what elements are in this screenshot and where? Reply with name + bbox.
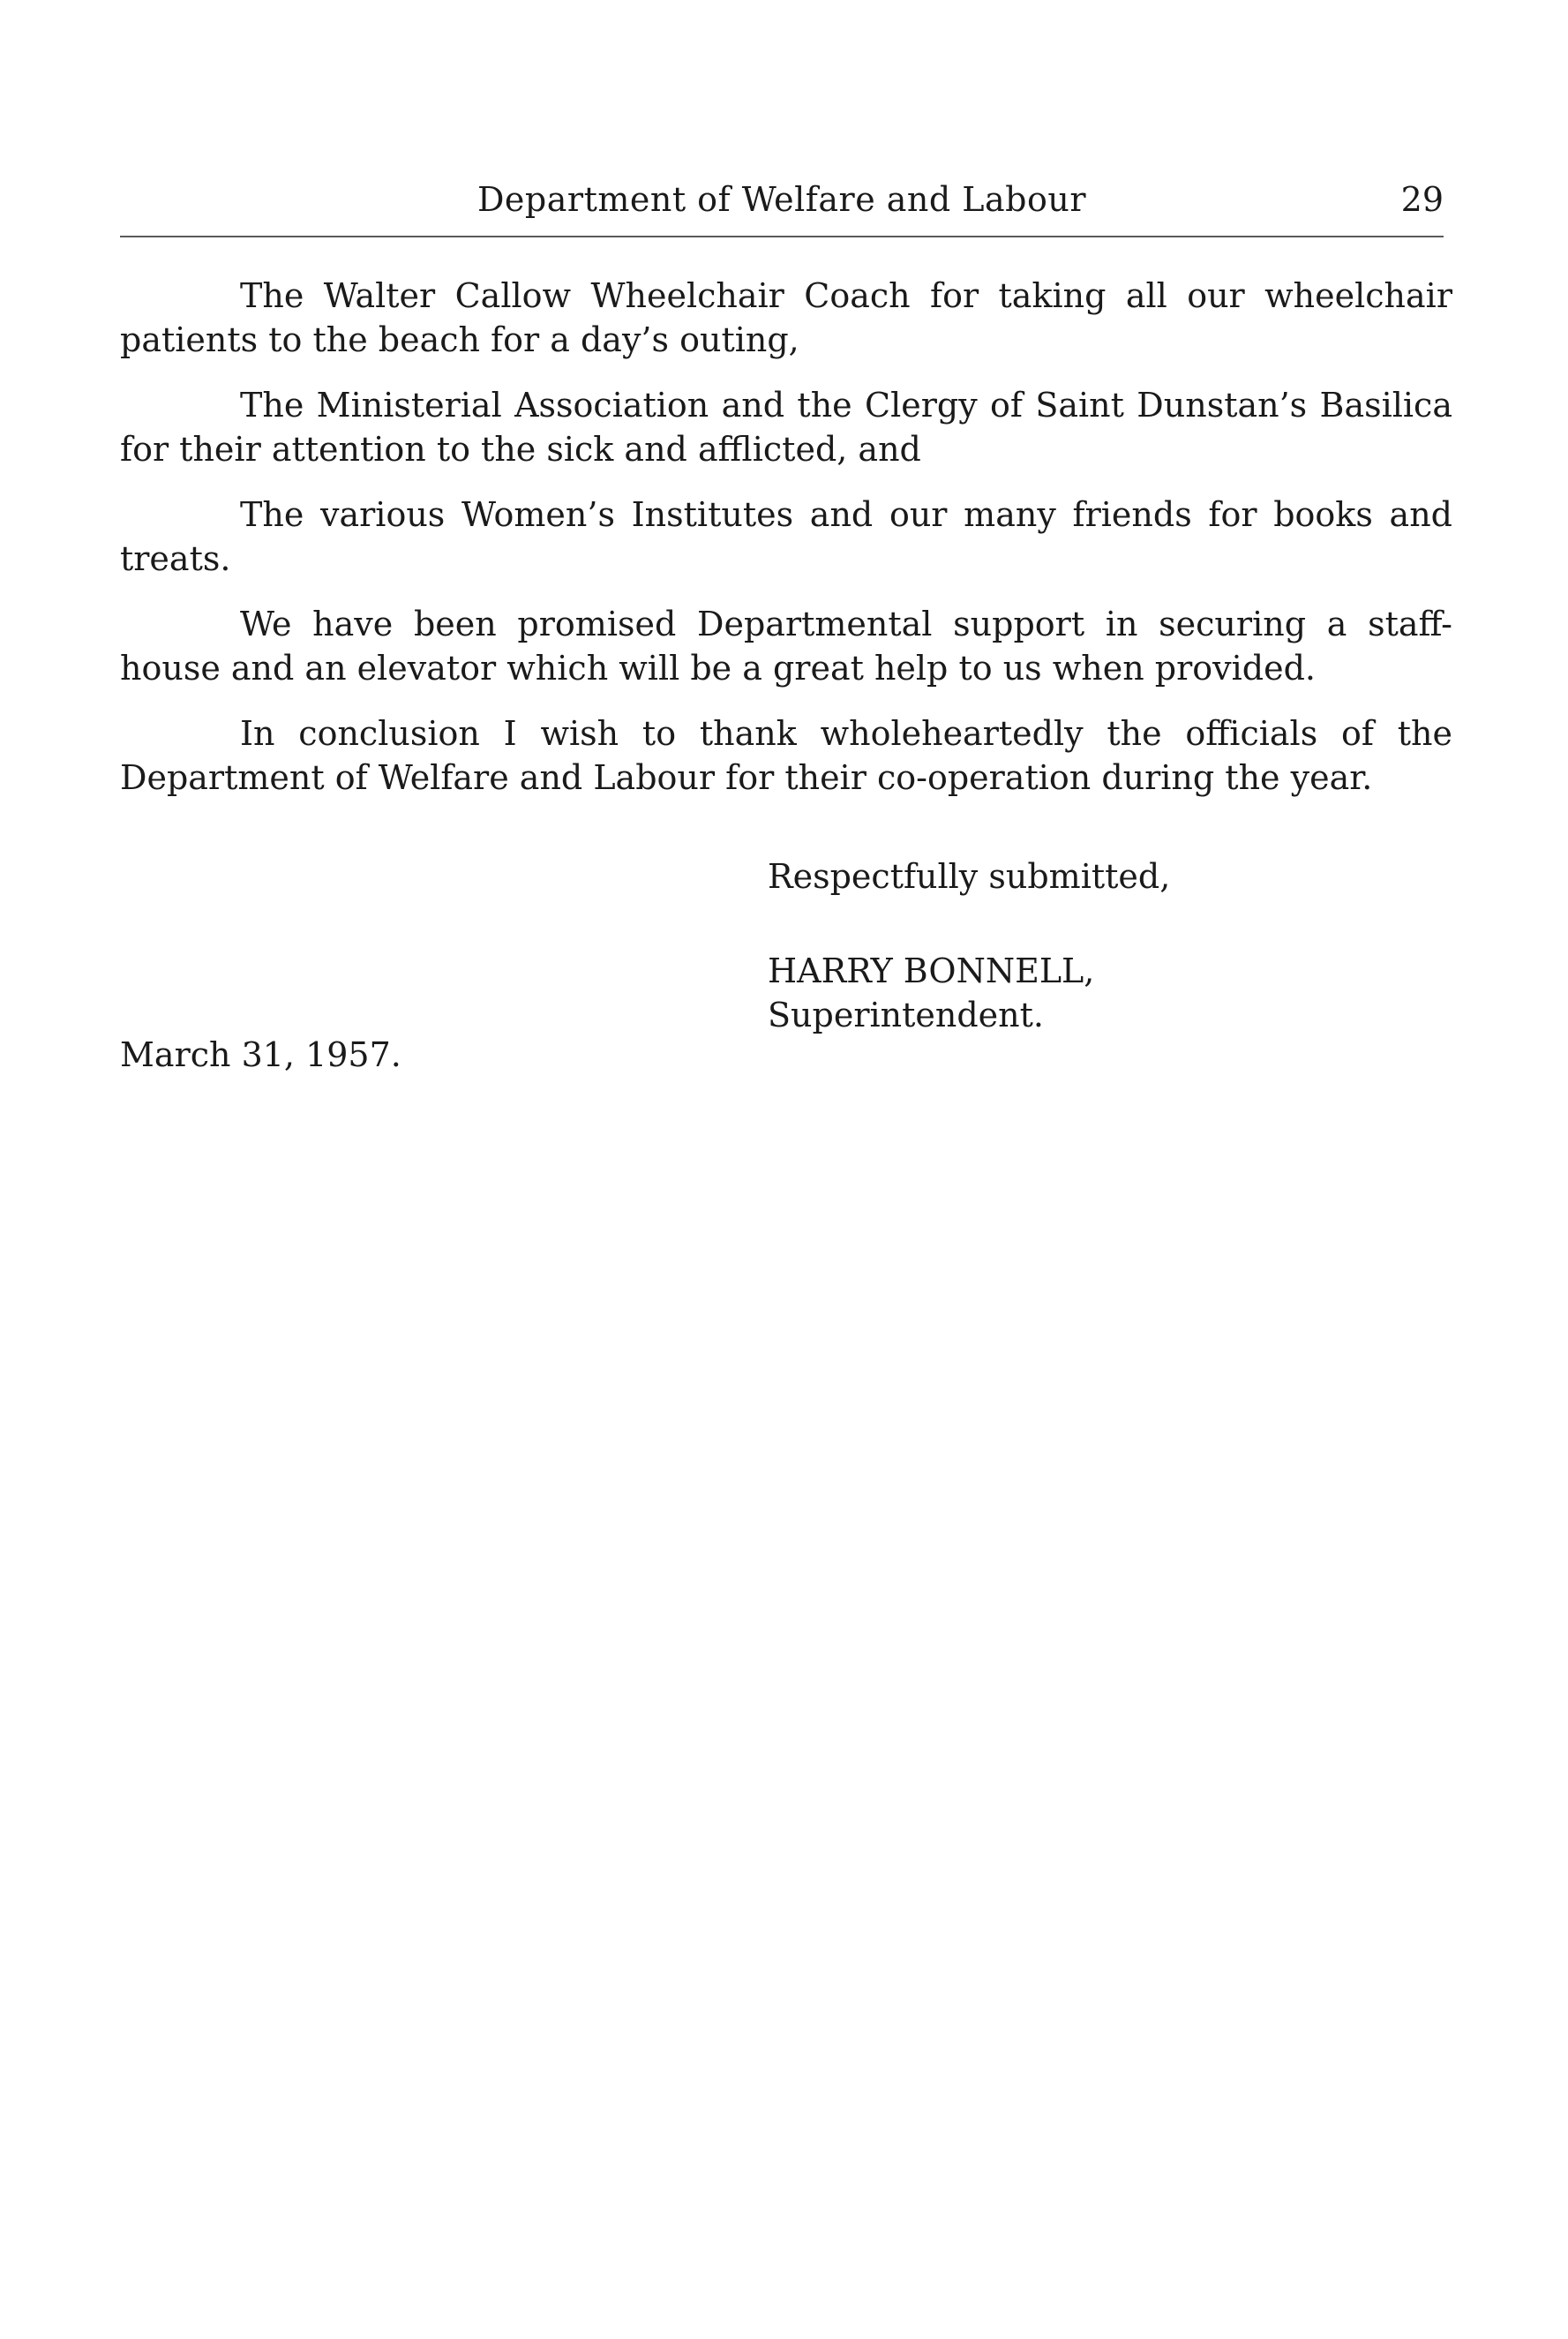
running-title: Department of Welfare and Labour (476, 180, 1087, 219)
report-date: March 31, 1957. (120, 1035, 401, 1074)
signature-block (768, 949, 1385, 1037)
paragraph-womens-institutes: The various Women’s Institutes and our many friends for books and treats. (120, 495, 1452, 578)
header-rule (120, 236, 1444, 237)
page-number: 29 (1400, 180, 1444, 219)
complimentary-close: Respectfully submitted, (768, 857, 1171, 896)
paragraph-wheelchair-coach: The Walter Callow Wheelchair Coach for taking all our wheelchair patients to the beach for a day’s outing, (120, 276, 1452, 359)
running-head (120, 180, 1444, 224)
complimentary-close-block (768, 854, 1385, 899)
signatory-name: HARRY BONNELL, (768, 951, 1095, 990)
paragraph-conclusion: In conclusion I wish to thank wholeheartedly the officials of the Department of Welfare and Labour for their co-operation during the year. (120, 714, 1452, 797)
paragraph-ministerial-association: The Ministerial Association and the Clergy of Saint Dunstan’s Basilica for their attention to the sick and afflicted, and (120, 386, 1452, 469)
paragraph-staff-house: We have been promised Departmental support in securing a staff-house and an elevator which will be a great help to us when provided. (120, 605, 1452, 688)
body-text (120, 274, 1452, 821)
signatory-title: Superintendent. (768, 996, 1044, 1034)
